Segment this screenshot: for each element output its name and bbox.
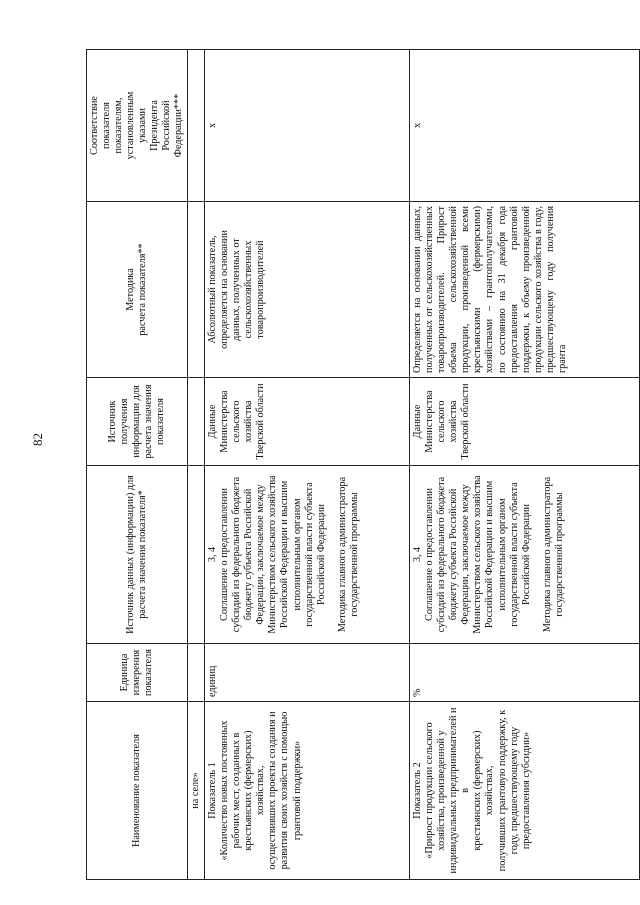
continuation-text: на селе»: [188, 702, 205, 880]
header-info-source: Источник получения информации для расчета значения показателя: [87, 378, 188, 466]
unit-cell: единиц: [205, 644, 410, 702]
indicator-name-cell: [205, 702, 410, 880]
info-source-cell: Данные Министерства сельского хозяйства Тверской области: [410, 378, 640, 466]
page-number: 82: [30, 433, 45, 446]
compliance-cell: x: [205, 50, 410, 202]
rotated-table-container: [86, 50, 640, 880]
info-source-cell: Данные Министерства сельского хозяйства Тверской области: [205, 378, 410, 466]
source-cell: [205, 466, 410, 644]
method-cell: Определяется на основании данных, полученных от сельскохозяйственных товаропроизводителей. Прирост объема сельскохозяйственной продукции, произведенной всеми крестьянскими (фермерскими) хозяйствами – грантополучателями, по состоянию на 31 декабря года предоставления грантовой поддержки, к объему произведенной продукции сельского хозяйства в году, предшествующему году получения гранта: [410, 202, 640, 378]
source-cell: [410, 466, 640, 644]
header-row: [87, 50, 188, 880]
header-method: Методика расчета показателя**: [87, 202, 188, 378]
source-number: 3, 4: [412, 546, 424, 563]
method-cell: Абсолютный показатель, определяется на основании данных, полученных от сельскохозяйственных товаропроизводителей: [205, 202, 410, 378]
continuation-row: [188, 50, 205, 880]
source-method: Методика главного администратора государственной программы: [541, 476, 565, 633]
compliance-cell: x: [410, 50, 640, 202]
empty-cell: [188, 378, 205, 466]
header-name: Наименование показателя: [87, 702, 188, 880]
header-compliance: Соответствие показателя показателям, установленным указами Президента Российской Федерации***: [87, 50, 188, 202]
empty-cell: [188, 466, 205, 644]
unit-cell: %: [410, 644, 640, 702]
indicator-label: Показатель 2: [412, 762, 424, 819]
empty-cell: [188, 202, 205, 378]
indicator-name-cell: [410, 702, 640, 880]
empty-cell: [188, 644, 205, 702]
indicator-label: Показатель 1: [207, 762, 219, 819]
indicator-name: «Количество новых постоянных рабочих мест, созданных в крестьянских (фермерских) хозяйствах, осуществивших проекты создания и развития своих хозяйств с помощью грантовой поддержки»: [219, 711, 303, 870]
empty-cell: [188, 50, 205, 202]
header-unit: Единица измерения показателя: [87, 644, 188, 702]
header-source: Источник данных (информации) для расчета значения показателя*: [87, 466, 188, 644]
source-number: 3, 4: [207, 546, 219, 563]
table-row: [205, 50, 410, 880]
indicator-name: «Прирост продукции сельского хозяйства, произведенной у индивидуальных предпринимателей и в крестьянских (фермерских) хозяйствах, получивших грантовую поддержку, к году, предшествующему году предоставления субсидии»: [424, 707, 532, 874]
indicator-table: [86, 49, 640, 880]
table-row: [410, 50, 640, 880]
source-text: Соглашение о предоставлении субсидий из федерального бюджета бюджету субъекта Российской Федерации, заключаемое между Министерством сельского хозяйства Российской Федерации и высшим исполнительным органом государственной власти субъекта Российской Федерации: [424, 475, 532, 634]
source-method: Методика главного администратора государственной программы: [336, 476, 360, 633]
source-text: Соглашение о предоставлении субсидий из федерального бюджета бюджету субъекта Российской Федерации, заключаемое между Министерством сельского хозяйства Российской Федерации и высшим исполнительным органом государственной власти субъекта Российской Федерации: [219, 475, 327, 634]
